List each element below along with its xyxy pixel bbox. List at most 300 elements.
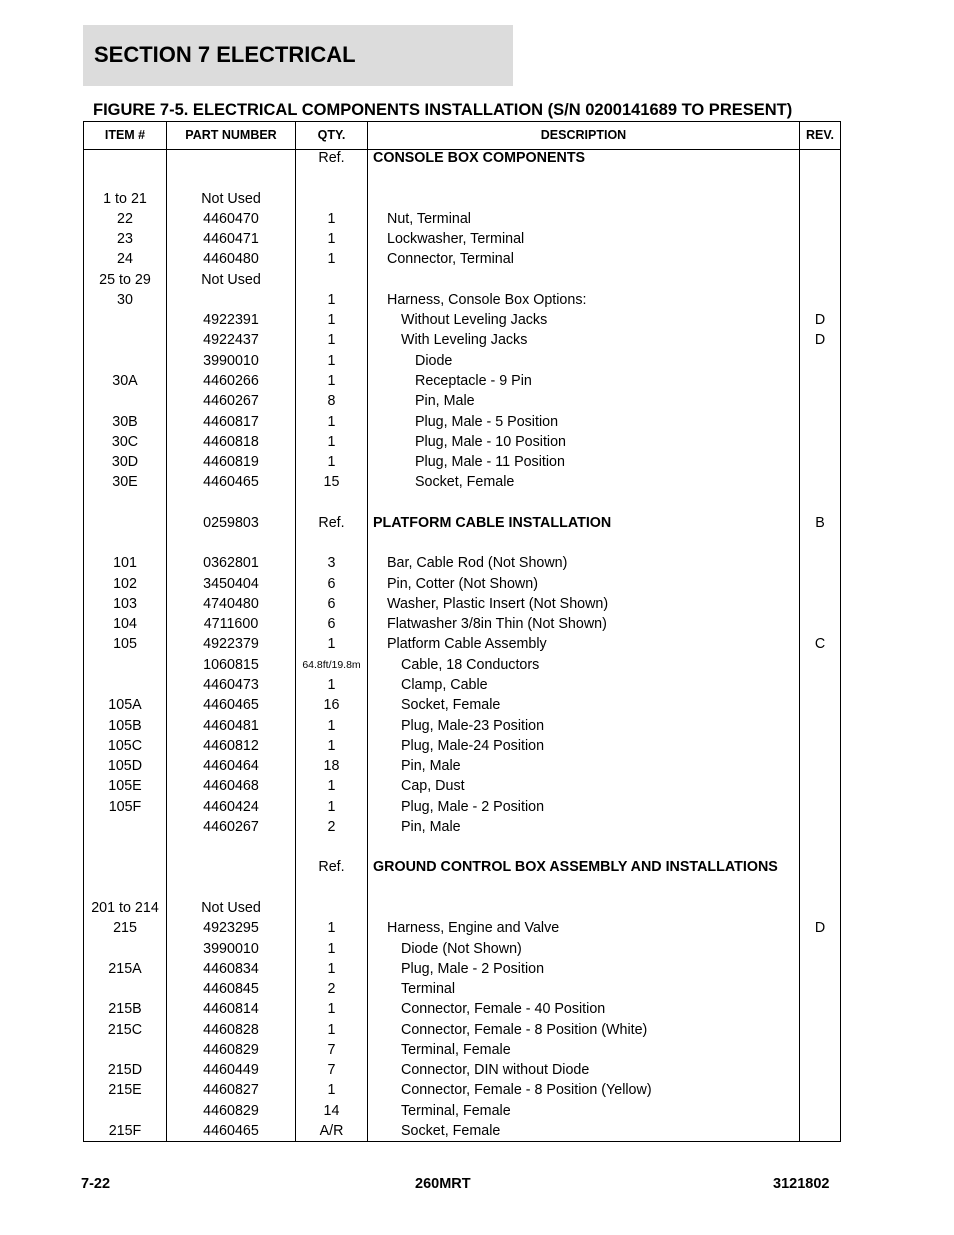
part-number-cell: 3990010: [203, 352, 259, 369]
table-row: [84, 695, 840, 715]
description-cell: Harness, Console Box Options:: [387, 291, 587, 308]
rev-cell: [800, 574, 840, 594]
description-cell: Flatwasher 3/8in Thin (Not Shown): [387, 616, 607, 633]
part-number-cell: 4460267: [203, 393, 259, 410]
item-cell: [84, 148, 166, 168]
table-row: [84, 168, 840, 188]
item-cell: 215C: [107, 1021, 143, 1038]
qty-cell: 6: [327, 595, 336, 612]
rev-cell: [800, 270, 840, 290]
description-cell: [373, 898, 798, 918]
qty-cell: 1: [327, 433, 336, 450]
qty-cell: [296, 189, 367, 209]
item-cell: 30B: [112, 413, 138, 430]
description-cell: Terminal, Female: [401, 1041, 511, 1058]
rev-cell: [800, 898, 840, 918]
qty-cell: 2: [327, 818, 336, 835]
item-cell: [84, 533, 166, 553]
part-number-cell: 4460829: [203, 1041, 259, 1058]
rev-cell: [800, 229, 840, 249]
qty-cell: [296, 878, 367, 898]
part-number-cell: 4460465: [203, 697, 259, 714]
part-number-cell: [167, 837, 295, 857]
qty-cell: 1: [327, 251, 336, 268]
part-number-cell: 4460473: [203, 677, 259, 694]
header-item: ITEM #: [104, 128, 146, 142]
description-cell: Plug, Male - 5 Position: [415, 413, 559, 430]
item-cell: 105D: [107, 758, 143, 775]
part-number-cell: [167, 533, 295, 553]
description-cell: Pin, Male: [415, 393, 475, 410]
part-number-cell: 3990010: [203, 940, 259, 957]
qty-cell: 1: [327, 960, 336, 977]
description-cell: Receptacle - 9 Pin: [415, 372, 532, 389]
qty-cell: 1: [327, 312, 336, 329]
item-cell: 215D: [107, 1062, 143, 1079]
rev-cell: [800, 959, 840, 979]
description-cell: Platform Cable Assembly: [387, 636, 547, 653]
qty-cell: 6: [327, 616, 336, 633]
description-cell: Pin, Cotter (Not Shown): [387, 575, 538, 592]
table-row: [84, 797, 840, 817]
part-number-cell: Not Used: [201, 190, 261, 207]
qty-cell: 1: [327, 940, 336, 957]
item-cell: [84, 513, 166, 533]
description-cell: CONSOLE BOX COMPONENTS: [373, 150, 586, 166]
item-cell: 22: [117, 210, 133, 227]
description-cell: Plug, Male - 10 Position: [415, 433, 566, 450]
description-cell: Plug, Male - 2 Position: [401, 960, 545, 977]
qty-cell: 2: [327, 981, 336, 998]
description-cell: Bar, Cable Rod (Not Shown): [387, 555, 568, 572]
description-cell: Socket, Female: [401, 697, 501, 714]
description-cell: Nut, Terminal: [387, 210, 471, 227]
qty-cell: 1: [327, 636, 336, 653]
description-cell: [373, 878, 798, 898]
part-number-cell: 4460818: [203, 433, 259, 450]
rev-cell: [800, 776, 840, 796]
qty-cell: 14: [323, 1102, 340, 1119]
description-cell: [373, 837, 798, 857]
qty-cell: 1: [327, 677, 336, 694]
item-cell: [84, 168, 166, 188]
item-cell: [84, 857, 166, 877]
table-row: [84, 736, 840, 756]
rev-cell: D: [814, 920, 826, 937]
item-cell: 102: [113, 575, 137, 592]
part-number-cell: 4460481: [203, 717, 259, 734]
qty-cell: 1: [327, 920, 336, 937]
header-rev: REV.: [805, 128, 835, 142]
figure-title: FIGURE 7-5. ELECTRICAL COMPONENTS INSTALLATION (S/N 0200141689 TO PRESENT): [93, 101, 793, 119]
table-row: [84, 837, 840, 857]
qty-cell: 1: [327, 1001, 336, 1018]
rev-cell: [800, 452, 840, 472]
table-row: [84, 675, 840, 695]
qty-cell: Ref.: [318, 859, 345, 876]
qty-cell: Ref.: [318, 514, 345, 531]
description-cell: Socket, Female: [415, 474, 515, 491]
table-row: [84, 371, 840, 391]
part-number-cell: Not Used: [201, 271, 261, 288]
item-cell: 105F: [108, 798, 142, 815]
description-cell: [373, 270, 798, 290]
part-number-cell: 4740480: [203, 595, 259, 612]
rev-cell: [800, 797, 840, 817]
part-number-cell: 4460465: [203, 474, 259, 491]
item-cell: 30C: [111, 433, 139, 450]
part-number-cell: [167, 857, 295, 877]
part-number-cell: 4460828: [203, 1021, 259, 1038]
qty-cell: 1: [327, 717, 336, 734]
description-cell: Plug, Male-24 Position: [401, 737, 545, 754]
qty-cell: [296, 270, 367, 290]
part-number-cell: 4922379: [203, 636, 259, 653]
qty-cell: 1: [327, 413, 336, 430]
qty-cell: A/R: [319, 1122, 344, 1139]
rev-cell: D: [814, 332, 826, 349]
description-cell: Terminal, Female: [401, 1102, 511, 1119]
part-number-cell: 4923295: [203, 920, 259, 937]
rev-cell: [800, 716, 840, 736]
rev-cell: [800, 209, 840, 229]
qty-cell: 1: [327, 1021, 336, 1038]
description-cell: Connector, Female - 40 Position: [401, 1001, 606, 1018]
qty-cell: 1: [327, 778, 336, 795]
description-cell: Pin, Male: [401, 818, 461, 835]
qty-cell: 7: [327, 1062, 336, 1079]
table-row: [84, 310, 840, 330]
qty-cell: 1: [327, 352, 336, 369]
qty-cell: 1: [327, 1082, 336, 1099]
description-cell: GROUND CONTROL BOX ASSEMBLY AND INSTALLATIONS: [373, 859, 778, 876]
header-part-number: PART NUMBER: [185, 128, 277, 142]
part-number-cell: 4460266: [203, 372, 259, 389]
rev-cell: [800, 614, 840, 634]
rev-cell: [800, 493, 840, 513]
item-cell: [84, 310, 166, 330]
item-cell: [84, 1101, 166, 1121]
part-number-cell: [167, 168, 295, 188]
table-row: [84, 249, 840, 269]
table-row: [84, 290, 840, 310]
qty-cell: 1: [327, 210, 336, 227]
description-cell: Washer, Plastic Insert (Not Shown): [387, 595, 609, 612]
table-row: [84, 1121, 840, 1141]
item-cell: [84, 939, 166, 959]
part-number-cell: 0259803: [203, 514, 259, 531]
rev-cell: [800, 391, 840, 411]
section-header-band: [83, 25, 513, 86]
qty-cell: 16: [323, 697, 340, 714]
part-number-cell: 4460817: [203, 413, 259, 430]
rev-cell: D: [814, 312, 826, 329]
qty-cell: 15: [323, 474, 340, 491]
item-cell: 30E: [112, 474, 138, 491]
description-cell: Plug, Male - 2 Position: [401, 798, 545, 815]
part-number-cell: [167, 148, 295, 168]
description-cell: [373, 533, 798, 553]
rev-cell: [800, 837, 840, 857]
table-row: [84, 1040, 840, 1060]
item-cell: 105E: [108, 778, 142, 795]
table-row: [84, 493, 840, 513]
document-number: 3121802: [773, 1176, 830, 1192]
table-row: [84, 533, 840, 553]
description-cell: Diode: [415, 352, 453, 369]
description-cell: Clamp, Cable: [401, 677, 488, 694]
table-row: [84, 817, 840, 837]
item-cell: [84, 351, 166, 371]
table-row: [84, 999, 840, 1019]
item-cell: 30A: [112, 372, 138, 389]
table-row: [84, 898, 840, 918]
item-cell: 104: [113, 616, 137, 633]
rev-cell: [800, 939, 840, 959]
part-number-cell: 4460470: [203, 210, 259, 227]
part-number-cell: 1060815: [203, 656, 259, 673]
table-row: [84, 776, 840, 796]
description-cell: Cap, Dust: [401, 778, 465, 795]
description-cell: PLATFORM CABLE INSTALLATION: [373, 514, 612, 531]
rev-cell: [800, 1060, 840, 1080]
qty-cell: 1: [327, 454, 336, 471]
header-description: DESCRIPTION: [540, 128, 627, 142]
item-cell: 201 to 214: [91, 899, 159, 916]
item-cell: 105C: [107, 737, 143, 754]
qty-cell: Ref.: [318, 150, 345, 166]
rev-cell: [800, 168, 840, 188]
item-cell: [84, 878, 166, 898]
rev-cell: [800, 817, 840, 837]
table-row: [84, 189, 840, 209]
description-cell: With Leveling Jacks: [401, 332, 528, 349]
table-row: [84, 574, 840, 594]
qty-cell: 3: [327, 555, 336, 572]
rev-cell: [800, 189, 840, 209]
item-cell: 1 to 21: [103, 190, 147, 207]
qty-cell: [296, 168, 367, 188]
part-number-cell: 4460424: [203, 798, 259, 815]
parts-table: [83, 121, 841, 1142]
rev-cell: B: [815, 514, 825, 531]
item-cell: [84, 675, 166, 695]
item-cell: [84, 330, 166, 350]
item-cell: 215B: [108, 1001, 142, 1018]
table-row: [84, 594, 840, 614]
description-cell: Pin, Male: [401, 758, 461, 775]
item-cell: 105B: [108, 717, 142, 734]
item-cell: 105A: [108, 697, 142, 714]
table-row: [84, 655, 840, 675]
table-row: [84, 229, 840, 249]
table-row: [84, 472, 840, 492]
item-cell: 215E: [108, 1082, 142, 1099]
table-row: [84, 756, 840, 776]
table-row: [84, 391, 840, 411]
qty-cell: 18: [323, 758, 340, 775]
rev-cell: [800, 472, 840, 492]
item-cell: [84, 1040, 166, 1060]
item-cell: 30D: [111, 454, 139, 471]
qty-cell: 1: [327, 231, 336, 248]
item-cell: 215: [113, 920, 137, 937]
table-row: [84, 979, 840, 999]
page-number: 7-22: [81, 1176, 111, 1192]
rev-cell: [800, 249, 840, 269]
part-number-cell: 4460465: [203, 1122, 259, 1139]
table-row: [84, 614, 840, 634]
part-number-cell: 4460819: [203, 454, 259, 471]
table-row: [84, 1020, 840, 1040]
qty-cell: 1: [327, 798, 336, 815]
description-cell: Connector, Female - 8 Position (Yellow): [401, 1082, 652, 1099]
table-row: [84, 1101, 840, 1121]
part-number-cell: [167, 290, 295, 310]
item-cell: 105: [113, 636, 137, 653]
qty-cell: 1: [327, 372, 336, 389]
model-name: 260MRT: [415, 1176, 471, 1192]
qty-cell: [296, 533, 367, 553]
part-number-cell: 4460845: [203, 981, 259, 998]
description-cell: Plug, Male - 11 Position: [415, 454, 565, 471]
item-cell: 23: [117, 231, 133, 248]
table-row: [84, 412, 840, 432]
table-row: [84, 270, 840, 290]
item-cell: 101: [113, 555, 137, 572]
qty-cell: 64.8ft/19.8m: [302, 658, 361, 671]
part-number-cell: 4460464: [203, 758, 259, 775]
rev-cell: [800, 412, 840, 432]
qty-cell: 8: [327, 393, 336, 410]
rev-cell: [800, 432, 840, 452]
table-row: [84, 351, 840, 371]
part-number-cell: 4460812: [203, 737, 259, 754]
description-cell: Cable, 18 Conductors: [401, 656, 540, 673]
item-cell: [84, 391, 166, 411]
item-cell: [84, 837, 166, 857]
table-row: [84, 634, 840, 654]
qty-cell: 1: [327, 332, 336, 349]
table-row: [84, 330, 840, 350]
table-row: [84, 553, 840, 573]
rev-cell: [800, 594, 840, 614]
description-cell: Terminal: [401, 981, 456, 998]
table-row: [84, 209, 840, 229]
item-cell: [84, 493, 166, 513]
description-cell: Connector, Female - 8 Position (White): [401, 1021, 648, 1038]
description-cell: Plug, Male-23 Position: [401, 717, 545, 734]
part-number-cell: 4922391: [203, 312, 259, 329]
description-cell: [373, 189, 798, 209]
part-number-cell: [167, 493, 295, 513]
rev-cell: [800, 351, 840, 371]
qty-cell: [296, 837, 367, 857]
table-row: [84, 918, 840, 938]
part-number-cell: 4460449: [203, 1062, 259, 1079]
rev-cell: [800, 148, 840, 168]
rev-cell: [800, 1020, 840, 1040]
qty-cell: 6: [327, 575, 336, 592]
rev-cell: [800, 736, 840, 756]
qty-cell: [296, 898, 367, 918]
description-cell: Lockwasher, Terminal: [387, 231, 525, 248]
item-cell: 24: [117, 251, 133, 268]
part-number-cell: 0362801: [203, 555, 259, 572]
header-qty: QTY.: [317, 128, 346, 142]
part-number-cell: 4460827: [203, 1082, 259, 1099]
rev-cell: C: [814, 636, 826, 653]
item-cell: 25 to 29: [99, 271, 151, 288]
rev-cell: [800, 533, 840, 553]
table-row: [84, 432, 840, 452]
table-row: [84, 513, 840, 533]
rev-cell: [800, 756, 840, 776]
qty-cell: 1: [327, 291, 336, 308]
qty-cell: [296, 493, 367, 513]
item-cell: 30: [117, 291, 133, 308]
part-number-cell: 4460480: [203, 251, 259, 268]
table-row: [84, 716, 840, 736]
rev-cell: [800, 371, 840, 391]
part-number-cell: 4460471: [203, 231, 259, 248]
description-cell: Socket, Female: [401, 1122, 501, 1139]
rev-cell: [800, 979, 840, 999]
section-title: SECTION 7 ELECTRICAL: [94, 42, 356, 67]
description-cell: Without Leveling Jacks: [401, 312, 548, 329]
part-number-cell: 4460814: [203, 1001, 259, 1018]
part-number-cell: 4711600: [203, 616, 259, 633]
rev-cell: [800, 553, 840, 573]
part-number-cell: Not Used: [201, 899, 261, 916]
part-number-cell: 4460829: [203, 1102, 259, 1119]
description-cell: Connector, Terminal: [387, 251, 514, 268]
rev-cell: [800, 1101, 840, 1121]
description-cell: [373, 168, 798, 188]
part-number-cell: 3450404: [203, 575, 259, 592]
rev-cell: [800, 695, 840, 715]
table-row: [84, 452, 840, 472]
description-cell: Harness, Engine and Valve: [387, 920, 560, 937]
qty-cell: 1: [327, 737, 336, 754]
table-row: [84, 1060, 840, 1080]
item-cell: 215F: [108, 1122, 142, 1139]
description-cell: Connector, DIN without Diode: [401, 1062, 590, 1079]
table-row: [84, 878, 840, 898]
rev-cell: [800, 290, 840, 310]
item-cell: [84, 817, 166, 837]
part-number-cell: 4460267: [203, 818, 259, 835]
rev-cell: [800, 999, 840, 1019]
table-row: [84, 939, 840, 959]
description-cell: Diode (Not Shown): [401, 940, 522, 957]
table-row: [84, 857, 840, 877]
item-cell: 103: [113, 595, 137, 612]
rev-cell: [800, 675, 840, 695]
part-number-cell: 4922437: [203, 332, 259, 349]
rev-cell: [800, 1121, 840, 1141]
rev-cell: [800, 878, 840, 898]
rev-cell: [800, 857, 840, 877]
description-cell: [373, 493, 798, 513]
item-cell: [84, 655, 166, 675]
item-cell: 215A: [108, 960, 142, 977]
table-row: [84, 148, 840, 168]
table-row: [84, 959, 840, 979]
part-number-cell: 4460834: [203, 960, 259, 977]
part-number-cell: [167, 878, 295, 898]
part-number-cell: 4460468: [203, 778, 259, 795]
